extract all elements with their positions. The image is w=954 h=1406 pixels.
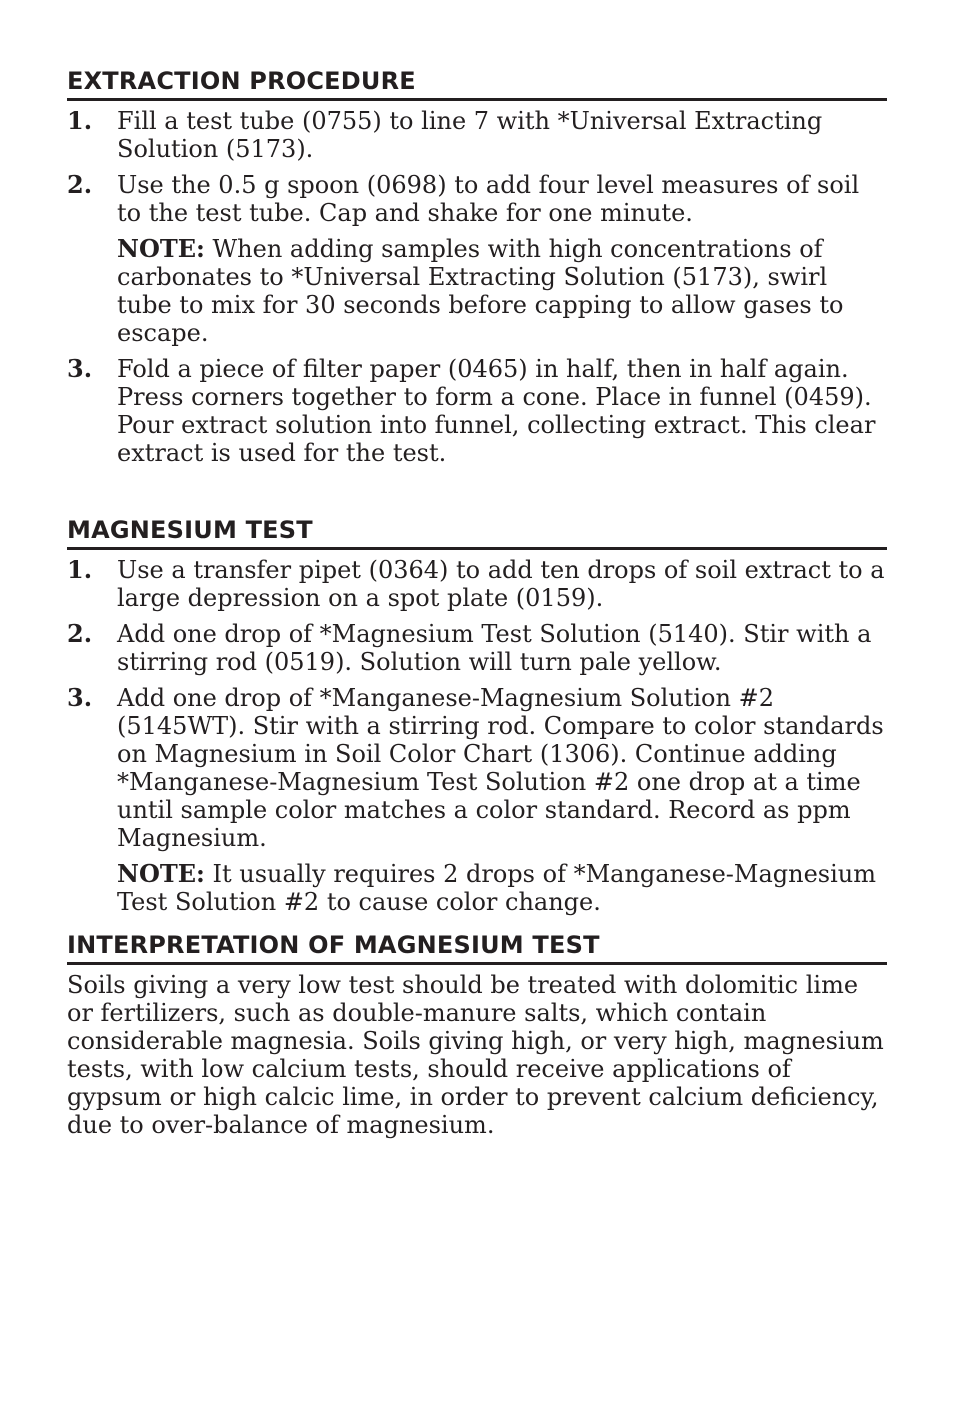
step-item — [67, 107, 887, 163]
step-item — [67, 355, 887, 467]
section-heading: MAGNESIUM TEST — [67, 515, 887, 550]
step-number: 3. — [67, 683, 93, 712]
step-text: Use the 0.5 g spoon (0698) to add four level measures of soil to the test tube. Cap and shake for one minute. — [117, 171, 860, 227]
step-number: 1. — [67, 106, 93, 135]
step-number: 2. — [67, 170, 93, 199]
note-label: NOTE: — [117, 859, 205, 888]
step-text: Add one drop of *Magnesium Test Solution (5140). Stir with a stirring rod (0519). Solution will turn pale yellow. — [117, 620, 872, 676]
step-body — [117, 171, 887, 347]
extraction-procedure-section — [67, 66, 887, 467]
step-body — [117, 620, 887, 676]
magnesium-test-section — [67, 515, 887, 916]
section-heading: INTERPRETATION OF MAGNESIUM TEST — [67, 930, 887, 965]
step-number: 1. — [67, 555, 93, 584]
step-list — [67, 107, 887, 467]
step-item — [67, 556, 887, 612]
document-page — [67, 66, 887, 1139]
step-list — [67, 556, 887, 916]
note-text: It usually requires 2 drops of *Manganese-Magnesium Test Solution #2 to cause color change. — [117, 860, 876, 916]
step-item — [67, 171, 887, 347]
step-item — [67, 684, 887, 916]
interpretation-section — [67, 930, 887, 1139]
step-body — [117, 107, 887, 163]
step-number: 3. — [67, 354, 93, 383]
step-number: 2. — [67, 619, 93, 648]
note-label: NOTE: — [117, 234, 205, 263]
note-text: When adding samples with high concentrations of carbonates to *Universal Extracting Solution (5173), swirl tube to mix for 30 seconds before capping to allow gases to escape. — [117, 235, 844, 347]
step-item — [67, 620, 887, 676]
step-text: Add one drop of *Manganese-Magnesium Solution #2 (5145WT). Stir with a stirring rod. Compare to color standards on Magnesium in Soil Color Chart (1306). Continue adding *Manganese-Magnesium Test Solution #2 one drop at a time until sample color matches a color standard. Record as ppm Magnesium. — [117, 684, 884, 852]
step-note — [117, 860, 887, 916]
step-body — [117, 355, 887, 467]
section-heading: EXTRACTION PROCEDURE — [67, 66, 887, 101]
step-text: Fill a test tube (0755) to line 7 with *Universal Extracting Solution (5173). — [117, 107, 823, 163]
step-body — [117, 684, 887, 916]
step-text: Use a transfer pipet (0364) to add ten drops of soil extract to a large depression on a spot plate (0159). — [117, 556, 885, 612]
interpretation-paragraph: Soils giving a very low test should be treated with dolomitic lime or fertilizers, such as double-manure salts, which contain considerable magnesia. Soils giving high, or very high, magnesium tests, with low calcium tests, should receive applications of gypsum or high calcic lime, in order to prevent calcium deficiency, due to over-balance of magnesium. — [67, 971, 884, 1139]
step-body — [117, 556, 887, 612]
step-text: Fold a piece of filter paper (0465) in half, then in half again. Press corners together to form a cone. Place in funnel (0459). Pour extract solution into funnel, collecting extract. This clear extract is used for the test. — [117, 355, 876, 467]
step-note — [117, 235, 887, 347]
